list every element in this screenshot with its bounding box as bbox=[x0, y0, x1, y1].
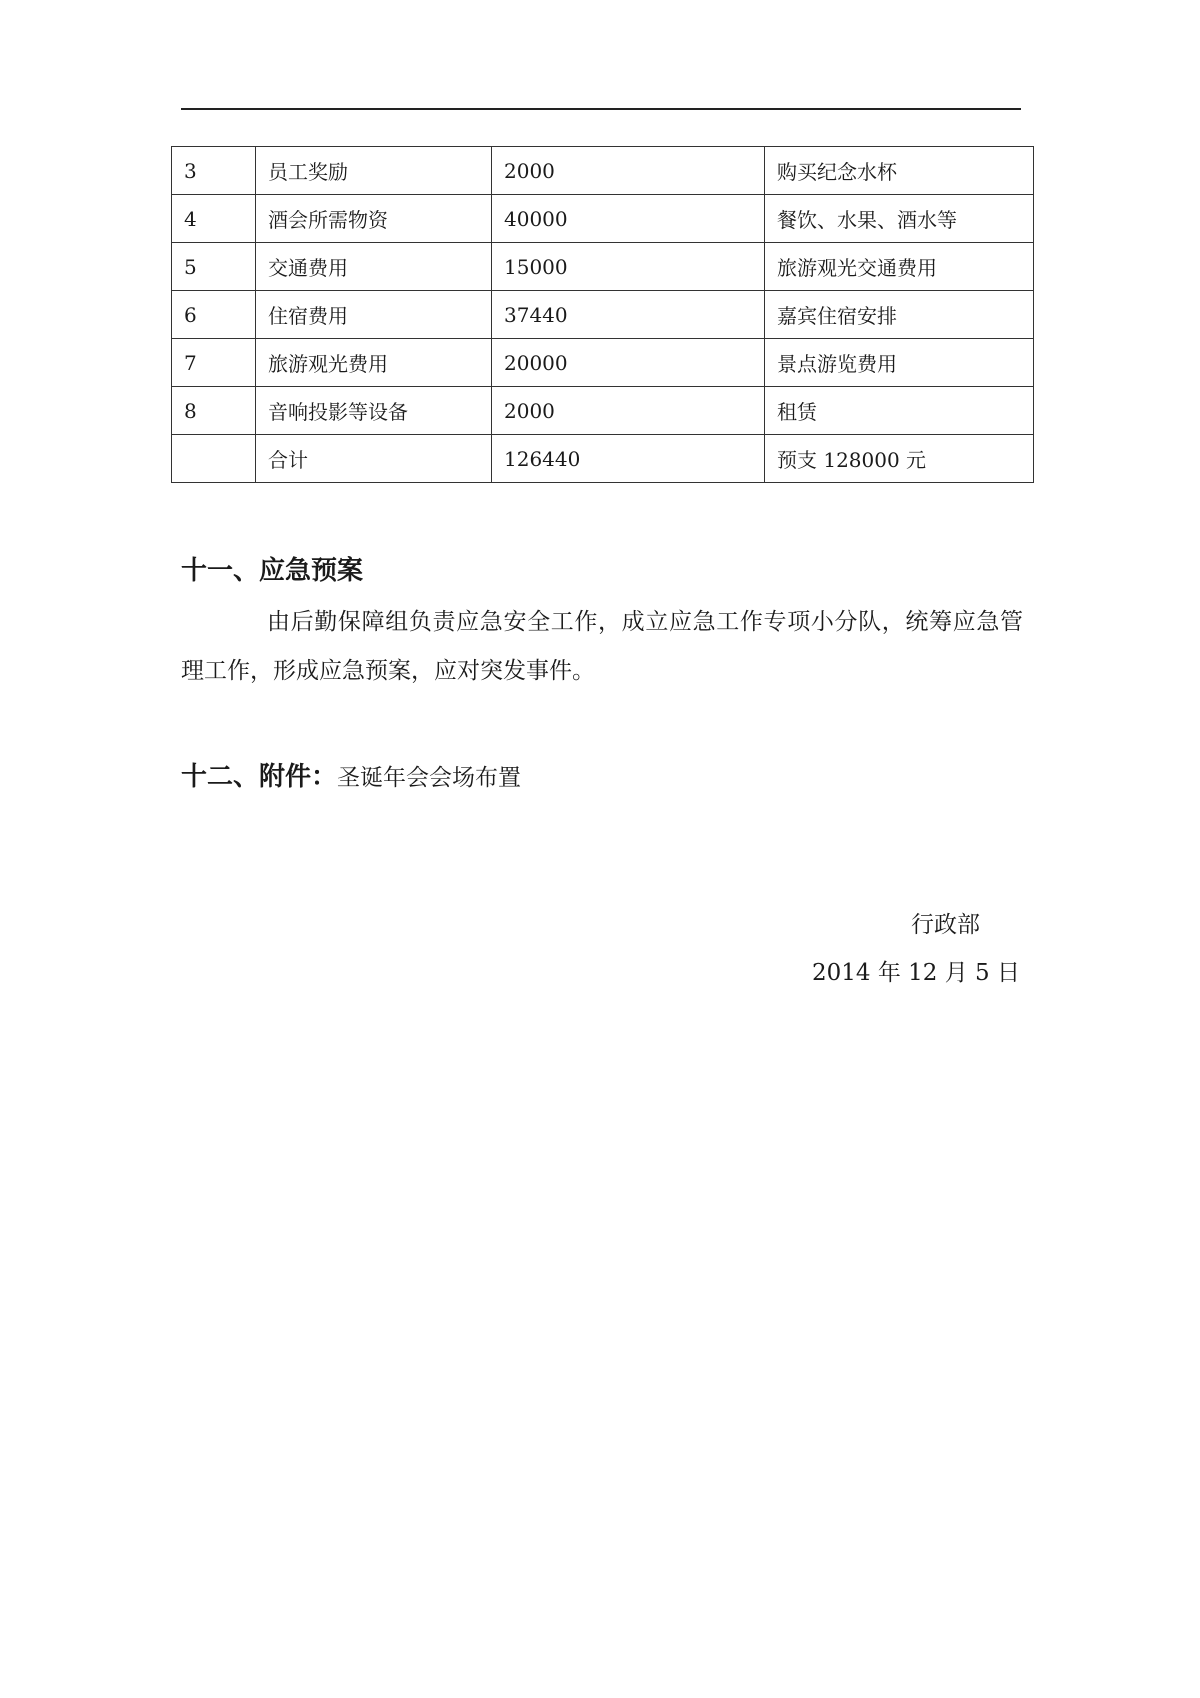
table-row bbox=[172, 291, 1034, 339]
table-row bbox=[172, 243, 1034, 291]
row-amount: 2000 bbox=[492, 387, 765, 435]
header-rule bbox=[181, 108, 1021, 110]
row-item: 音响投影等设备 bbox=[256, 387, 492, 435]
signature-department: 行政部 bbox=[911, 912, 980, 938]
signature-date: 2014 年 12 月 5 日 bbox=[812, 960, 1020, 986]
section-11-body: 由后勤保障组负责应急安全工作，成立应急工作专项小分队，统筹应急管理工作，形成应急预案，应对突发事件。 bbox=[181, 609, 1023, 684]
row-amount: 37440 bbox=[492, 291, 765, 339]
row-number: 7 bbox=[172, 339, 256, 387]
row-number: 6 bbox=[172, 291, 256, 339]
table-row bbox=[172, 339, 1034, 387]
section-11-heading: 十一、应急预案 bbox=[181, 556, 364, 586]
row-amount: 2000 bbox=[492, 147, 765, 195]
table-row bbox=[172, 195, 1034, 243]
row-note: 旅游观光交通费用 bbox=[765, 243, 1034, 291]
attachment-name: 圣诞年会会场布置 bbox=[337, 765, 522, 791]
row-note: 景点游览费用 bbox=[765, 339, 1034, 387]
table-row bbox=[172, 147, 1034, 195]
row-item: 酒会所需物资 bbox=[256, 195, 492, 243]
section-12-title: 十二、附件： bbox=[181, 762, 338, 792]
budget-table bbox=[171, 146, 1034, 483]
table-total-row bbox=[172, 435, 1034, 483]
row-note: 餐饮、水果、酒水等 bbox=[765, 195, 1034, 243]
row-number: 8 bbox=[172, 387, 256, 435]
row-number: 3 bbox=[172, 147, 256, 195]
row-amount: 15000 bbox=[492, 243, 765, 291]
row-number bbox=[172, 435, 256, 483]
row-amount: 126440 bbox=[492, 435, 765, 483]
row-note: 嘉宾住宿安排 bbox=[765, 291, 1034, 339]
row-amount: 40000 bbox=[492, 195, 765, 243]
row-item: 员工奖励 bbox=[256, 147, 492, 195]
row-note: 预支 128000 元 bbox=[765, 435, 1034, 483]
row-note: 租赁 bbox=[765, 387, 1034, 435]
section-12-heading bbox=[181, 756, 521, 793]
row-amount: 20000 bbox=[492, 339, 765, 387]
table-row bbox=[172, 387, 1034, 435]
row-item: 交通费用 bbox=[256, 243, 492, 291]
row-number: 4 bbox=[172, 195, 256, 243]
row-item: 合计 bbox=[256, 435, 492, 483]
row-item: 旅游观光费用 bbox=[256, 339, 492, 387]
row-note: 购买纪念水杯 bbox=[765, 147, 1034, 195]
row-item: 住宿费用 bbox=[256, 291, 492, 339]
row-number: 5 bbox=[172, 243, 256, 291]
